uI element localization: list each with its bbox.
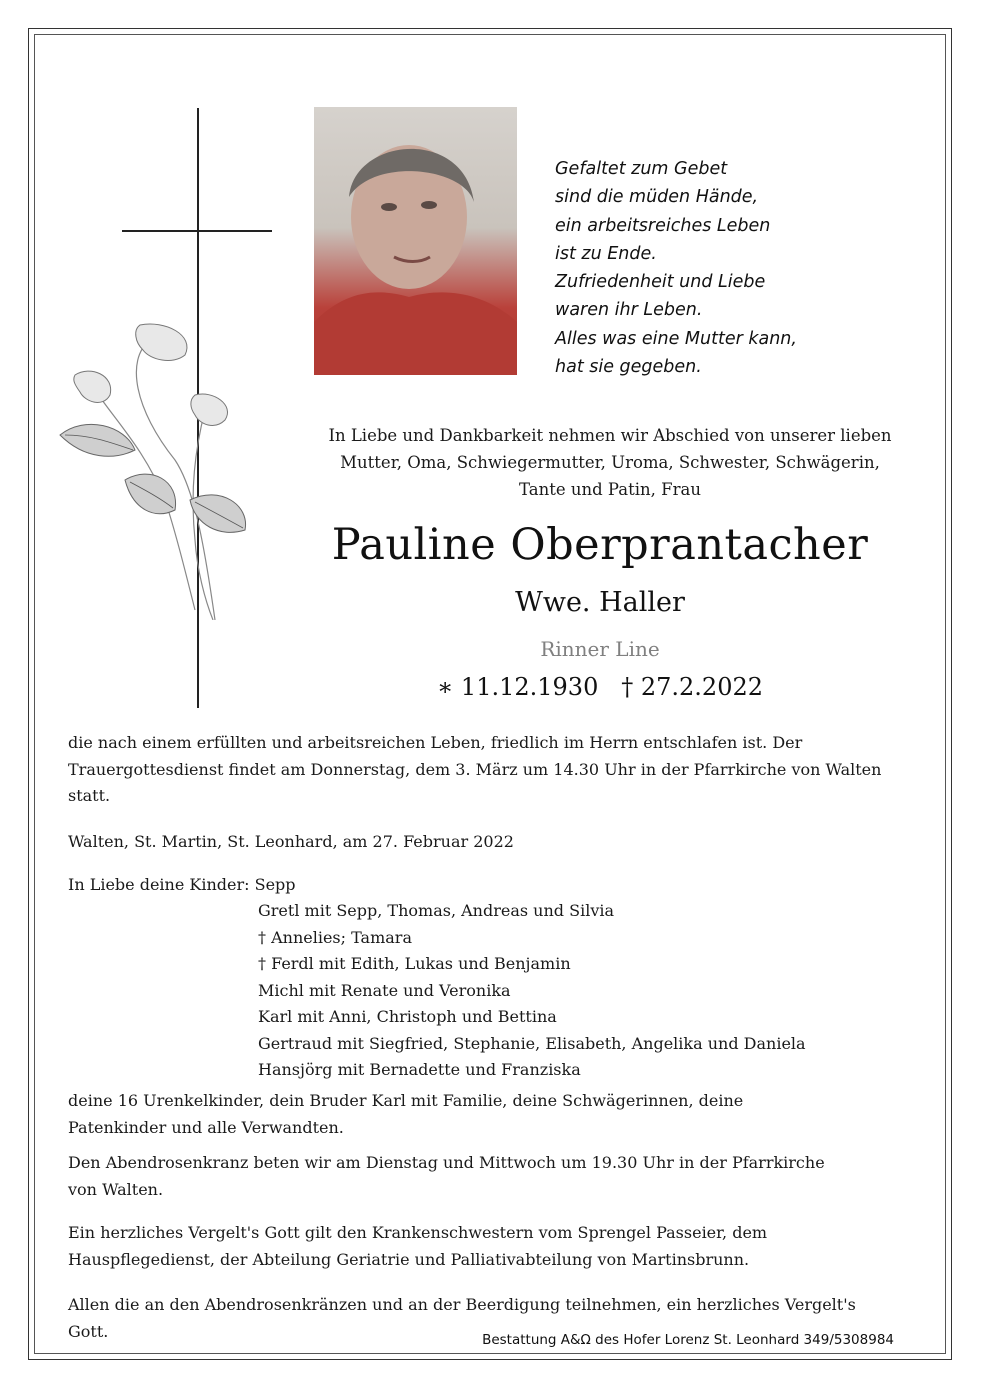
intro-line: Tante und Patin, Frau (519, 480, 701, 499)
children-list (258, 898, 806, 1084)
deceased-nickname: Rinner Line (540, 637, 660, 661)
poem-line: hat sie gegeben. (555, 357, 702, 378)
poem-line: ein arbeitsreiches Leben (555, 215, 771, 236)
life-dates: ∗ 11.12.1930 † 27.2.2022 (436, 673, 763, 701)
poem (555, 155, 875, 381)
cross-horizontal-bar (122, 230, 272, 232)
list-item: Hansjörg mit Bernadette und Franziska (258, 1060, 581, 1079)
portrait-photo (314, 107, 517, 375)
service-text: die nach einem erfüllten und arbeitsreichen Leben, friedlich im Herrn entschlafen ist. Der Trauergottesdienst findet am Donnerstag, dem 3. März um 14.30 Uhr in der Pfarrkirche von Walten statt. (68, 733, 882, 805)
calla-lily-illustration (55, 320, 265, 620)
list-item: Karl mit Anni, Christoph und Bettina (258, 1007, 557, 1026)
poem-line: ist zu Ende. (555, 243, 657, 264)
thanks-care-text: Ein herzliches Vergelt's Gott gilt den Krankenschwestern vom Sprengel Passeier, dem Hauspflegedienst, der Abteilung Geriatrie und Palliativabteilung von Martinsbrunn. (68, 1223, 768, 1269)
rosary-text: Den Abendrosenkranz beten wir am Dienstag und Mittwoch um 19.30 Uhr in der Pfarrkirche von Walten. (68, 1153, 825, 1199)
list-item: † Annelies; Tamara (258, 927, 412, 947)
list-item: Gertraud mit Siegfried, Stephanie, Elisabeth, Angelika und Daniela (258, 1033, 806, 1053)
poem-line: Alles was eine Mutter kann, (555, 328, 797, 349)
list-item: † Ferdl mit Edith, Lukas und Benjamin (258, 954, 571, 973)
list-item: Michl mit Renate und Veronika (258, 980, 511, 1000)
intro-line: Mutter, Oma, Schwiegermutter, Uroma, Schwester, Schwägerin, (340, 453, 880, 472)
list-item: Gretl mit Sepp, Thomas, Andreas und Silvia (258, 901, 615, 920)
thanks-all-text: Allen die an den Abendrosenkränzen und an der Beerdigung teilnehmen, ein herzliches Vergelt's Gott. (68, 1295, 856, 1341)
portrait-figure (314, 107, 517, 375)
intro-line: In Liebe und Dankbarkeit nehmen wir Abschied von unserer lieben (328, 426, 892, 445)
farewell-intro (290, 422, 930, 503)
deceased-widow-name: Wwe. Haller (515, 587, 685, 618)
poem-line: Gefaltet zum Gebet (555, 159, 728, 179)
undertaker-info: Bestattung A&Ω des Hofer Lorenz St. Leonhard 349/5308984 (482, 1332, 894, 1348)
poem-line: sind die müden Hände, (555, 187, 759, 208)
relatives-text: deine 16 Urenkelkinder, dein Bruder Karl mit Familie, deine Schwägerinnen, deine Patenkinder und alle Verwandten. (68, 1091, 744, 1137)
poem-line: waren ihr Leben. (555, 300, 703, 321)
place-date: Walten, St. Martin, St. Leonhard, am 27. Februar 2022 (68, 832, 514, 851)
deceased-name: Pauline Oberprantacher (331, 520, 869, 570)
children-intro: In Liebe deine Kinder: Sepp (68, 875, 296, 894)
poem-line: Zufriedenheit und Liebe (555, 272, 766, 293)
